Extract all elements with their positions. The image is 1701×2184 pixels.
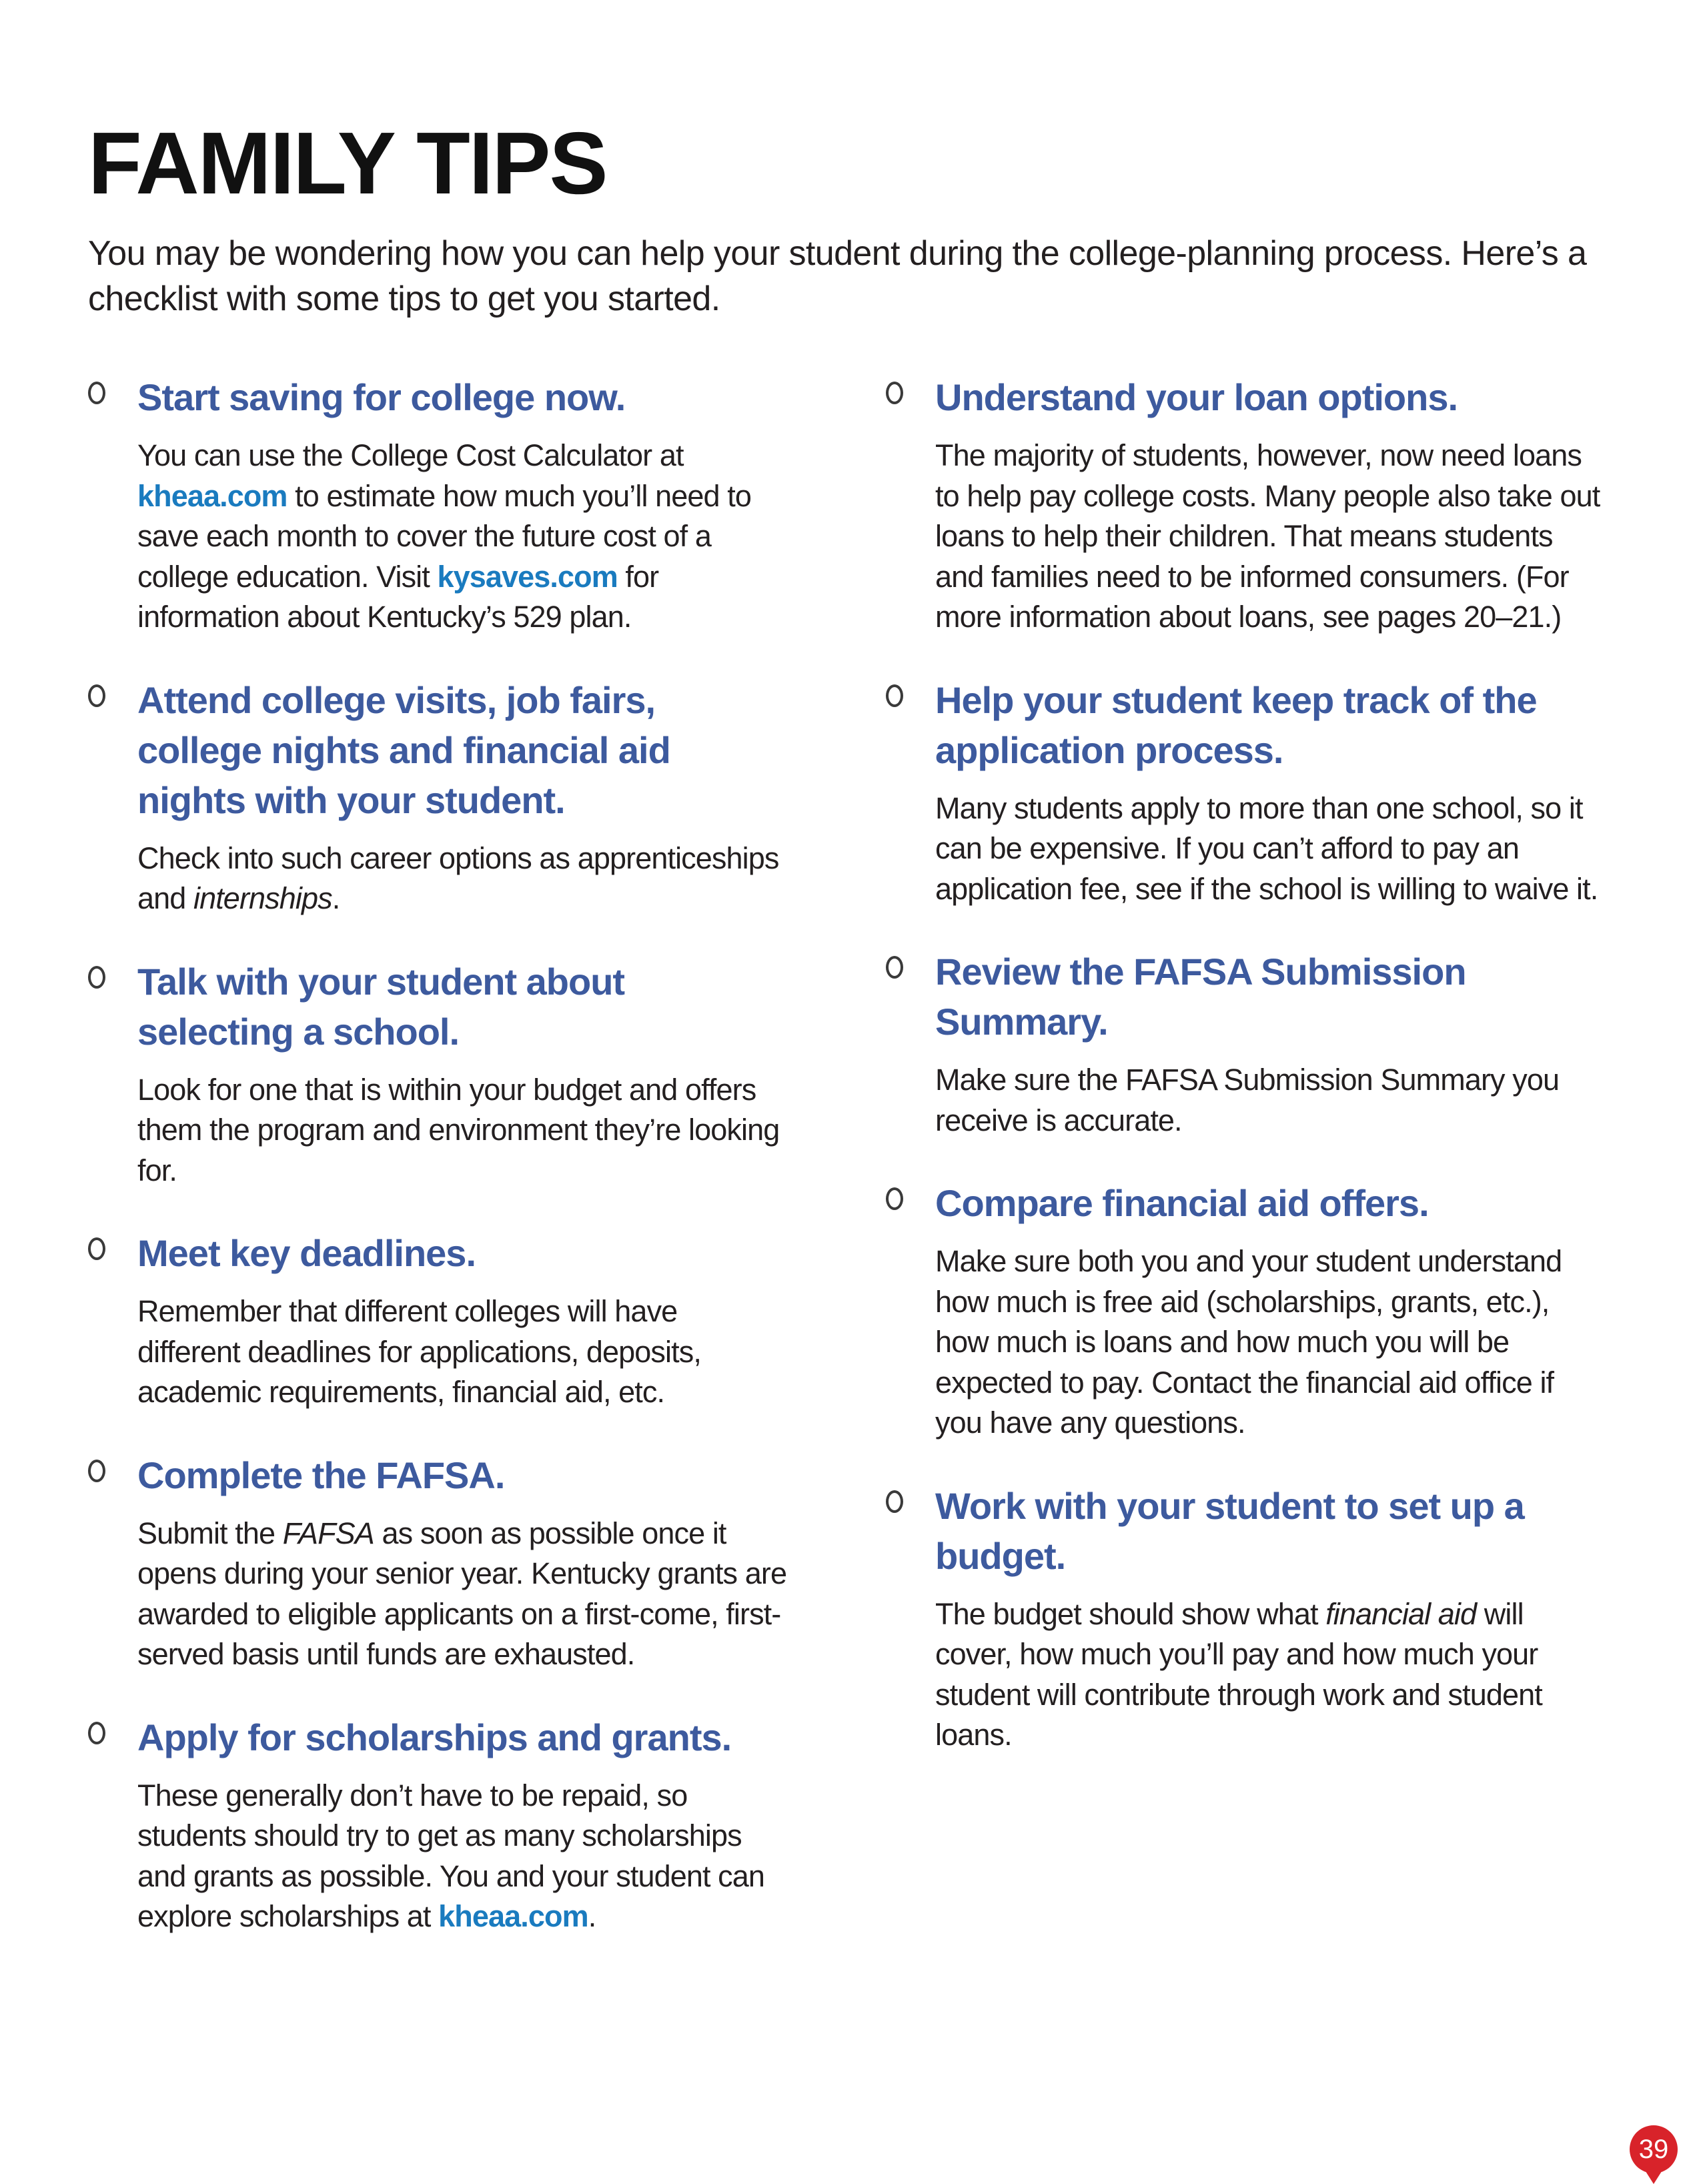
tip-heading: Meet key deadlines.	[137, 1232, 476, 1274]
intro-paragraph: You may be wondering how you can help your student during the college-planning process. Here’s a checklist with some tips to get you started.	[88, 234, 1587, 318]
tip-body	[137, 1776, 787, 1937]
checkbox-circle-icon[interactable]	[88, 1237, 105, 1260]
tip-meet-deadlines	[87, 1228, 787, 1413]
tip-complete-fafsa	[87, 1450, 787, 1675]
tip-body-text: for information about Kentucky’s 529 plan.	[137, 559, 659, 634]
tip-heading: Help your student keep track of the application process.	[935, 678, 1537, 771]
tip-body-text: These generally don’t have to be repaid, so students should try to get as many scholarships and grants as possible. You and your student can explore scholarships at	[137, 1778, 765, 1933]
checkbox-circle-icon[interactable]	[886, 1490, 903, 1513]
tip-review-summary	[885, 947, 1605, 1141]
tip-attend-visits	[87, 675, 787, 919]
tip-body-text: Check into such career options as apprenticeships and	[137, 841, 779, 915]
checkbox-circle-icon[interactable]	[88, 1460, 105, 1482]
left-column	[87, 372, 787, 1975]
tip-body-text: Submit the	[137, 1516, 283, 1550]
checkbox-circle-icon[interactable]	[88, 1722, 105, 1744]
kheaa-link[interactable]: kheaa.com	[438, 1899, 588, 1933]
tip-heading: Talk with your student about selecting a school.	[137, 960, 625, 1053]
tip-body: Remember that different colleges will have different deadlines for applications, deposits, academic requirements, financial aid, etc.	[137, 1294, 701, 1409]
page-number-badge	[1630, 2125, 1678, 2173]
tip-application-process	[885, 675, 1605, 910]
tip-body	[935, 1594, 1605, 1756]
page-title: FAMILY TIPS	[88, 114, 607, 212]
tip-body: Look for one that is within your budget and offers them the program and environment they’re looking for.	[137, 1072, 780, 1187]
tip-body	[137, 839, 787, 919]
tip-body	[137, 436, 787, 638]
tip-body-emphasis: financial aid	[1325, 1596, 1477, 1631]
tip-body: Make sure both you and your student understand how much is free aid (scholarships, grants, etc.), how much is loans and how much you will be expected to pay. Contact the financial aid office if you have any questions.	[935, 1244, 1562, 1440]
right-column	[885, 372, 1605, 1793]
checkbox-circle-icon[interactable]	[88, 966, 105, 989]
tip-body-text: .	[332, 881, 340, 915]
tip-loan-options	[885, 372, 1605, 638]
checkbox-circle-icon[interactable]	[886, 684, 903, 707]
tip-heading: Attend college visits, job fairs, college nights and financial aid nights with your student.	[137, 678, 670, 821]
tip-compare-offers	[885, 1178, 1605, 1444]
tip-heading: Complete the FAFSA.	[137, 1454, 505, 1496]
tip-body-text: will cover, how much you’ll pay and how much your student will contribute through work and student loans.	[935, 1596, 1542, 1752]
tip-body	[137, 1514, 787, 1675]
tip-body-emphasis: internships	[193, 881, 332, 915]
kheaa-link[interactable]: kheaa.com	[137, 478, 288, 513]
tip-selecting-school	[87, 957, 787, 1191]
tip-body: The majority of students, however, now need loans to help pay college costs. Many people also take out loans to help their children. That means students and families need to be informed consumers. (For more information about loans, see pages 20–21.)	[935, 438, 1600, 634]
checkbox-circle-icon[interactable]	[88, 684, 105, 707]
tip-apply-scholarships	[87, 1712, 787, 1937]
tip-heading: Work with your student to set up a budget.	[935, 1484, 1524, 1577]
tip-body-text: The budget should show what	[935, 1596, 1326, 1631]
tip-heading: Start saving for college now.	[137, 376, 626, 418]
tip-body-text: .	[588, 1899, 596, 1933]
tip-body-text: to estimate how much you’ll need to save each month to cover the future cost of a college education. Visit	[137, 478, 752, 594]
tip-start-saving	[87, 372, 787, 638]
tip-heading: Understand your loan options.	[935, 376, 1458, 418]
tip-heading: Compare financial aid offers.	[935, 1182, 1429, 1224]
tip-body-text: You can use the College Cost Calculator at	[137, 438, 684, 472]
tip-body-text: as soon as possible once it opens during your senior year. Kentucky grants are awarded to eligible applicants on a first-come, first-served basis until funds are exhausted.	[137, 1516, 787, 1671]
tip-body: Many students apply to more than one school, so it can be expensive. If you can’t afford to pay an application fee, see if the school is willing to waive it.	[935, 790, 1598, 906]
tip-heading: Apply for scholarships and grants.	[137, 1716, 732, 1758]
tip-body: Make sure the FAFSA Submission Summary you receive is accurate.	[935, 1063, 1560, 1137]
kysaves-link[interactable]: kysaves.com	[437, 559, 618, 594]
tip-set-up-budget	[885, 1481, 1605, 1756]
checkbox-circle-icon[interactable]	[88, 382, 105, 404]
page-number: 39	[1638, 2135, 1669, 2164]
checkbox-circle-icon[interactable]	[886, 1187, 903, 1210]
checkbox-circle-icon[interactable]	[886, 956, 903, 979]
tip-heading: Review the FAFSA Submission Summary.	[935, 951, 1466, 1043]
tip-body-emphasis: FAFSA	[282, 1516, 374, 1550]
checkbox-circle-icon[interactable]	[886, 382, 903, 404]
